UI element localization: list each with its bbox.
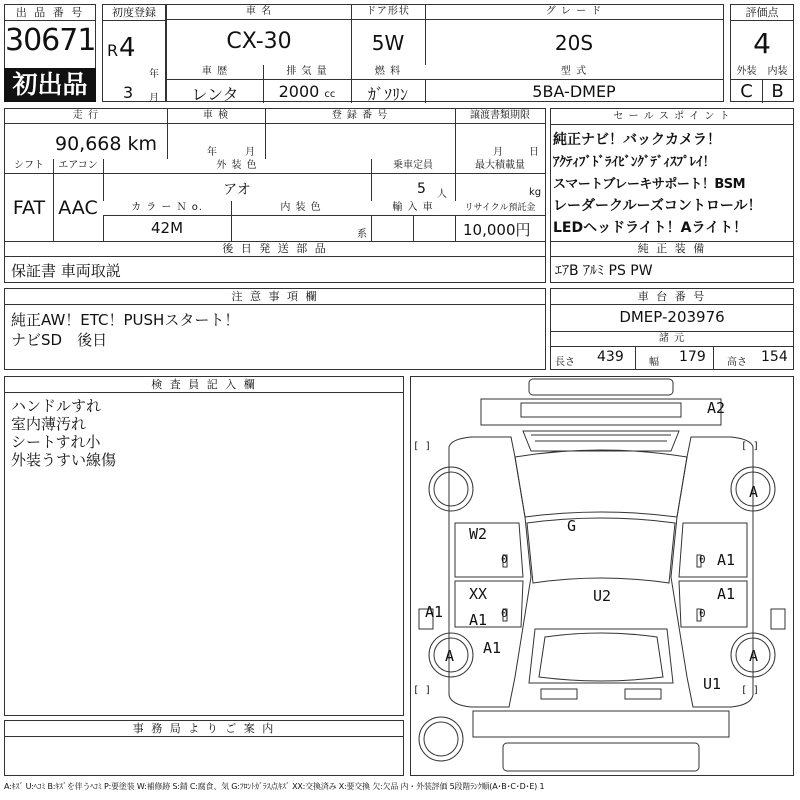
inspection-month-unit: 月 [245,147,255,158]
bracket-left-bottom: [ ] [413,685,432,696]
listing-number-box [4,4,96,70]
inspector-line-1: ハンドルすれ [11,397,102,415]
height-value: 154 [761,349,788,365]
capacity-value: 5 [417,181,426,197]
mark-zero-4: 0 [699,607,706,620]
mark-zero-3: 0 [699,553,706,566]
sales-point-3: スマートブレーキサポート！BSM [553,177,746,192]
mileage-value: 90,668 [55,133,122,155]
score: 4 [753,27,771,60]
fuel: ｶﾞｿﾘﾝ [367,85,408,104]
first-listing-badge: 初出品 [4,68,96,102]
exterior-color-label: 外 装 色 [103,159,371,174]
notes-label: 注 意 事 項 欄 [5,289,545,305]
transfer-day-unit: 日 [529,147,539,158]
exterior-label: 外装 [731,65,762,80]
sales-points-box [550,108,794,242]
registration-year: 4 [119,33,136,63]
height-label: 高さ [727,357,747,368]
interior-label: 内装 [762,65,793,80]
note-line-2: ナビSD 後日 [11,331,108,349]
mark-a1-left-fender: A1 [425,603,444,621]
width-label: 幅 [649,357,659,368]
listing-number: 30671 [5,23,96,58]
displacement-label: 排 気 量 [263,65,351,80]
month-unit: 月 [149,93,159,104]
mark-a-front-left-wheel: A [445,647,455,665]
displacement [263,82,351,101]
mark-a-rear-right-wheel: A [749,483,759,501]
recycle-label: リサイクル預託金 [455,201,545,216]
mileage-unit: km [127,133,158,155]
first-registration-label: 初度登録 [103,5,165,21]
chassis-box [550,288,794,370]
interior-grade: B [771,81,784,102]
genuine-equipment: ｴｱB ｱﾙﾐ PS PW [555,263,653,279]
dimensions-label: 諸 元 [551,332,793,347]
score-label: 評価点 [731,5,793,21]
shift: FAT [12,197,46,219]
mileage [55,133,157,155]
import-label: 輸 入 車 [371,201,455,216]
displacement-unit: cc [324,89,336,100]
inspector-label: 検 査 員 記 入 欄 [5,377,403,393]
sales-point-4: レーダークルーズコントロール！ [553,198,762,214]
office-box [4,720,404,776]
inspector-line-4: 外装うすい線傷 [11,451,117,469]
mark-g: G [567,517,577,535]
transfer-month-unit: 月 [493,147,503,158]
max-load-label: 最大積載量 [455,159,545,174]
inspector-line-3: シートすれ小 [11,433,101,451]
first-registration-box [102,4,166,102]
sales-point-1: 純正ナビ！バックカメラ！ [553,132,721,148]
color-no-label: カ ラ ー Ｎ o. [103,201,231,216]
bracket-right-bottom: [ ] [741,685,760,696]
mark-u2: U2 [593,587,612,605]
interior-color-unit: 系 [357,229,367,240]
mark-u1: U1 [703,675,722,693]
max-load-unit: kg [529,187,542,198]
grade-label: グ レ ー ド [425,5,723,20]
era: R [107,41,119,60]
fuel-label: 燃 料 [351,65,425,80]
mark-a-front-right-wheel: A [749,647,759,665]
car-info-box [166,4,724,102]
bracket-right-top: [ ] [741,441,760,452]
displacement-value: 2000 [278,82,320,101]
car-outline-diagram [411,377,793,775]
exterior-grade: C [740,81,753,102]
mark-xx: XX [469,585,488,603]
length-label: 長さ [555,357,575,368]
genuine-equipment-box [550,241,794,283]
inspector-box [4,376,404,716]
door-type-label: ドア形状 [351,5,425,20]
model-code: 5BA-DMEP [532,82,616,101]
inspection-label: 車 検 [167,109,265,124]
grade: 20S [554,31,594,55]
mark-a1-left-door: A1 [469,611,488,629]
mark-a1-right-front-door: A1 [717,551,736,569]
capacity-unit: 人 [437,189,447,200]
registration-number-label: 登 録 番 号 [265,109,455,124]
car-name-label: 車 名 [167,5,351,20]
aircon: AAC [58,197,98,219]
mark-zero-1: 0 [501,553,508,566]
sales-points-label: セ ー ル ス ポ イ ン ト [551,109,793,125]
inspection-year-unit: 年 [207,147,217,158]
notes-box [4,288,546,370]
vehicle-details-box [4,108,546,242]
legend: A:ｷｽﾞ U:ﾍｺﾐ B:ｷｽﾞを伴うﾍｺﾐ P:要塗装 W:補修跡 S:錆 C:腐食、気 G:ﾌﾛﾝﾄｶﾞﾗｽ点ｷｽﾞ XX:交換済み X:要交換 欠:欠品 内・外装評価 5段階ﾗﾝｸ順(A･B･C･D･E) 1 [4,782,545,791]
door-type: 5W [371,31,405,55]
registration-month: 3 [123,83,134,102]
sales-point-2: ｱｸﾃｨﾌﾞﾄﾞﾗｲﾋﾞﾝｸﾞﾃﾞｨｽﾌﾟﾚｲ！ [553,155,716,170]
mark-a2: A2 [707,399,726,417]
chassis-label: 車 台 番 号 [551,289,793,305]
sales-point-5: LEDヘッドライト！Aライト！ [553,220,748,236]
damage-diagram [410,376,794,776]
chassis-number: DMEP-203976 [619,308,725,326]
inspector-line-2: 室内薄汚れ [11,415,87,433]
bracket-left-top: [ ] [413,441,432,452]
model-code-label: 型 式 [425,65,723,80]
width-value: 179 [679,349,706,365]
history: レンタ [191,85,239,104]
interior-color-label: 内 装 色 [231,201,371,216]
later-parts-label: 後 日 発 送 部 品 [5,242,545,257]
office-label: 事 務 局 よ り ご 案 内 [5,721,403,737]
history-label: 車 歴 [167,65,263,80]
car-name: CX-30 [226,29,292,54]
listing-number-label: 出 品 番 号 [5,5,95,21]
mark-w2: W2 [469,525,488,543]
recycle [463,219,531,240]
capacity-label: 乗車定員 [371,159,455,174]
mark-zero-2: 0 [501,607,508,620]
shift-label: シフト [5,159,53,174]
mark-a1-front-left: A1 [483,639,502,657]
mark-a1-right-rear-door: A1 [717,585,736,603]
transfer-deadline-label: 譲渡書類期限 [455,109,545,124]
later-parts: 保証書 車両取説 [11,262,121,280]
score-box [730,4,794,102]
exterior-color: アオ [223,182,251,198]
aircon-label: エアコン [53,159,103,174]
color-no: 42M [150,219,184,237]
recycle-value: 10,000 [463,221,516,239]
recycle-unit: 円 [515,221,531,239]
later-parts-box [4,241,546,283]
length-value: 439 [597,349,624,365]
year-unit: 年 [149,69,159,80]
mileage-label: 走 行 [5,109,167,124]
genuine-equipment-label: 純 正 装 備 [551,242,793,257]
note-line-1: 純正AW！ETC！PUSHスタート！ [11,311,240,329]
